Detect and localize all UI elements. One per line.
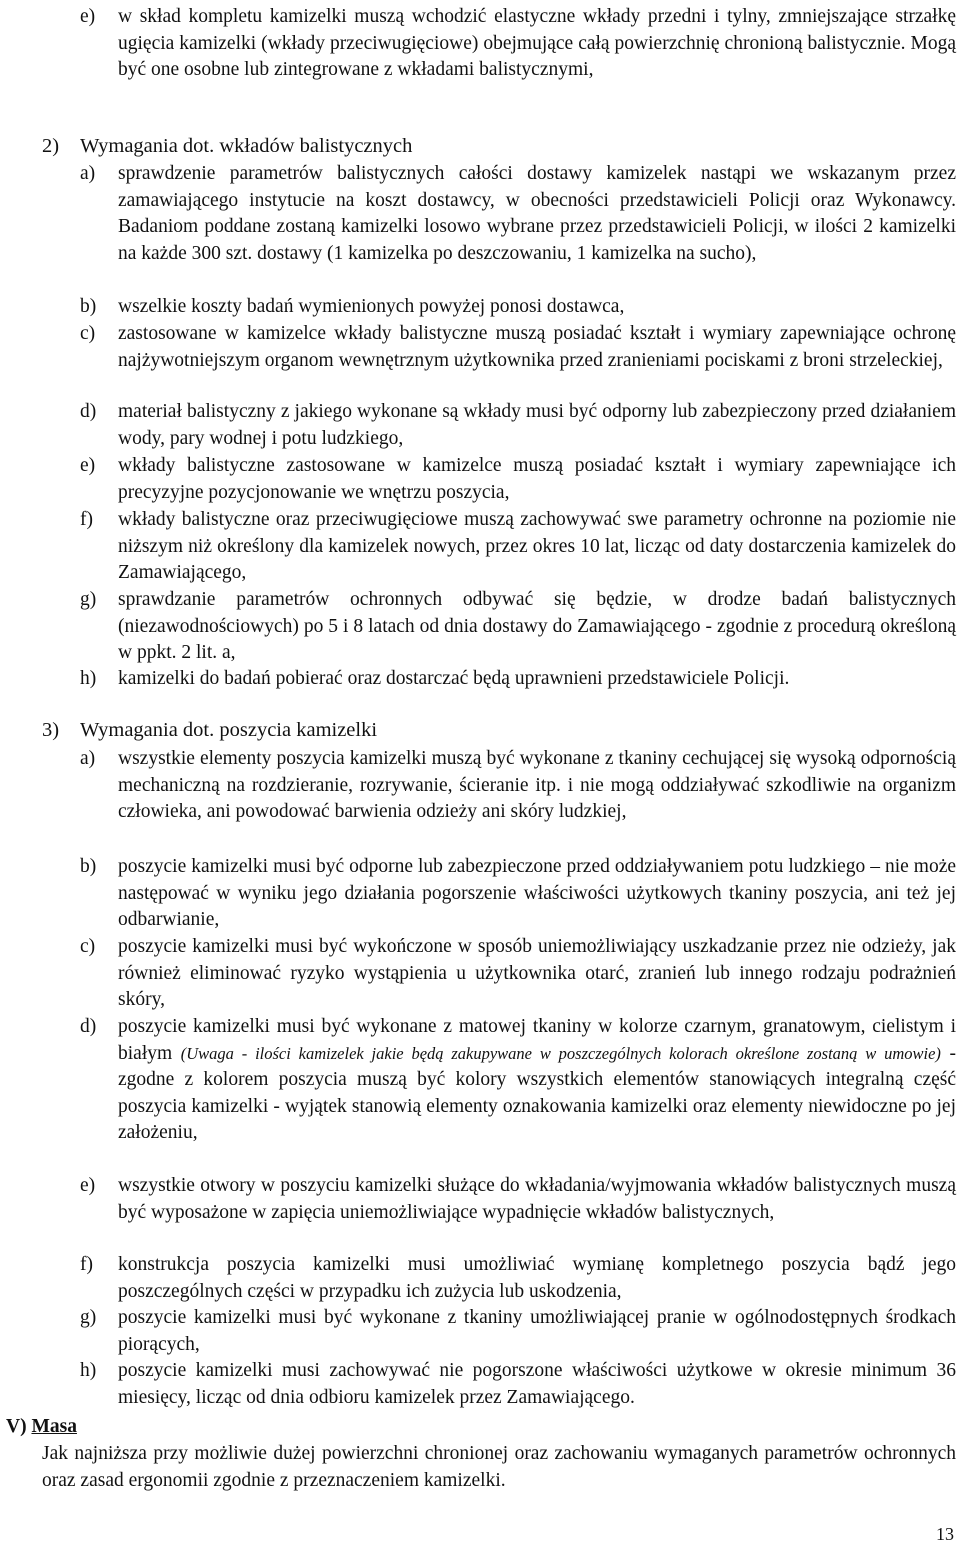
section-number: V) [6,1416,27,1437]
list-text: sprawdzanie parametrów ochronnych odbywać się będzie, w drodze badań balistycznych (niezawodnościowych) po 5 i 8 latach od dnia dostawy do Zamawiającego - zgodnie z procedurą określoną w ppkt. 2 lit. a, [118,589,956,663]
list-label: b) [80,856,97,877]
list-label: g) [80,589,97,610]
section-heading [42,717,377,744]
list-text: wszelkie koszty badań wymienionych powyżej ponosi dostawca, [118,296,625,317]
list-item [80,321,956,374]
text-run: - zgodne z kolorem poszycia muszą być kolory wszystkich elementów stanowiących integralną część poszycia kamizelki - wyjątek stanowią elementy oznakowania kamizelki oraz elementy niewidoczne po jej założeniu, [118,1042,957,1143]
section-heading [6,1414,77,1441]
list-item [80,4,956,84]
list-label: c) [80,936,96,957]
list-label: d) [80,401,97,422]
list-label: c) [80,323,96,344]
section-body: Jak najniższa przy możliwie dużej powierzchni chronionej oraz zachowaniu wymaganych parametrów ochronnych oraz zasad ergonomii zgodnie z przeznaczeniem kamizelki. [42,1443,956,1491]
list-label: e) [80,6,96,27]
list-label: a) [80,163,96,184]
list-item [80,1305,956,1358]
list-label: e) [80,1175,96,1196]
list-text: wszystkie elementy poszycia kamizelki muszą być wykonane z tkaniny cechującej się wysoką odpornością mechaniczną na rozdzieranie, rozrywanie, ścieranie itp. i nie mogą oddziaływać szkodliwie na organizm człowieka, ani powodować barwienia odzieży ani skóry ludzkiej, [118,748,956,822]
list-label: f) [80,509,93,530]
list-label: g) [80,1307,97,1328]
list-text: poszycie kamizelki musi być wykonane z tkaniny umożliwiającej pranie w ogólnodostępnych środkach piorących, [118,1307,956,1355]
list-label: f) [80,1254,93,1275]
list-text: kamizelki do badań pobierać oraz dostarczać będą uprawnieni przedstawiciele Policji. [118,668,790,689]
list-label: a) [80,748,96,769]
text-run: poszycie kamizelki musi być wykonane z matowej tkaniny w kolorze czarnym, granatowym, cielistym i białym [118,1016,956,1064]
list-text: poszycie kamizelki musi być wykończone w sposób uniemożliwiający uszkadzanie przez nie odzieży, jak również eliminować ryzyko wystąpienia u użytkownika otarć, zranień lub innego rodzaju podrażnień skóry, [118,936,956,1010]
section-number: 3) [42,719,60,741]
list-text: w skład kompletu kamizelki muszą wchodzić elastyczne wkłady przedni i tylny, zmniejszające strzałkę ugięcia kamizelki (wkłady przeciwugięciowe) obejmujące całą powierzchnię chronioną balistycznie. Mogą być one osobne lub zintegrowane z wkładami balistycznymi, [118,6,956,80]
list-text [118,1014,956,1147]
list-text: wszystkie otwory w poszyciu kamizelki służące do wkładania/wyjmowania wkładów balistycznych muszą być wyposażone w zapięcia uniemożliwiające wypadnięcie wkładów balistycznych, [118,1175,956,1223]
italic-note: (Uwaga - ilości kamizelek jakie będą zakupywane w poszczególnych kolorach określone zostaną w umowie) [180,1043,941,1063]
list-text: wkłady balistyczne zastosowane w kamizelce muszą posiadać kształt i wymiary zapewniające ich precyzyjne pozycjonowanie we wnętrzu poszycia, [118,455,956,503]
list-text: konstrukcja poszycia kamizelki musi umożliwiać wymianę kompletnego poszycia bądź jego poszczególnych części w przypadku ich zużycia lub uskodzenia, [118,1254,956,1302]
section-title: Wymagania dot. wkładów balistycznych [80,135,413,157]
list-text: wkłady balistyczne oraz przeciwugięciowe muszą zachowywać swe parametry ochronne na poziomie nie niższym niż określony dla kamizelek nowych, przez okres 10 lat, licząc od daty dostarczenia kamizelek do Zamawiającego, [118,509,956,583]
list-item [80,1014,956,1147]
list-text: zastosowane w kamizelce wkłady balistyczne muszą posiadać kształt i wymiary zapewniające ochronę najżywotniejszym organom wewnętrznym użytkownika przed zranieniami pociskami z broni strzeleckiej, [118,323,956,371]
list-item [80,453,956,506]
list-text: poszycie kamizelki musi zachowywać nie pogorszone właściwości użytkowe w okresie minimum 36 miesięcy, licząc od dnia odbioru kamizelek przez Zamawiającego. [118,1360,956,1408]
section-number: 2) [42,135,60,157]
list-item [80,666,956,693]
list-label: b) [80,296,97,317]
page-number: 13 [936,1524,954,1544]
list-item [80,587,956,667]
list-item [80,1358,956,1411]
list-text: sprawdzenie parametrów balistycznych całości dostawy kamizelek nastąpi we wskazanym przez zamawiającego instytucie na koszt dostawcy, w obecności przedstawicieli Policji oraz Wykonawcy. Badaniom poddane zostaną kamizelki losowo wybrane przez przedstawicieli Policji, w ilości 2 kamizelki na każde 300 szt. dostawy (1 kamizelka po deszczowaniu, 1 kamizelka na sucho), [118,163,956,264]
list-item [80,1252,956,1305]
list-text: poszycie kamizelki musi być odporne lub zabezpieczone przed oddziaływaniem potu ludzkiego – nie może następować w wyniku jego działania pogorszenie właściwości użytkowych tkaniny poszycia, ani też jej odbarwianie, [118,856,956,930]
list-label: h) [80,668,97,689]
list-item [80,161,956,267]
section-title: Wymagania dot. poszycia kamizelki [80,719,378,741]
list-item [80,399,956,452]
section-heading [42,133,412,160]
list-item [80,854,956,934]
list-item [80,507,956,587]
list-text: materiał balistyczny z jakiego wykonane są wkłady musi być odporny lub zabezpieczony przed działaniem wody, pary wodnej i potu ludzkiego, [118,401,956,449]
list-item [80,746,956,826]
list-item [80,294,956,321]
list-item [80,934,956,1014]
list-label: d) [80,1016,97,1037]
list-label: e) [80,455,96,476]
section-title: Masa [31,1416,77,1437]
list-item [80,1173,956,1226]
list-label: h) [80,1360,97,1381]
